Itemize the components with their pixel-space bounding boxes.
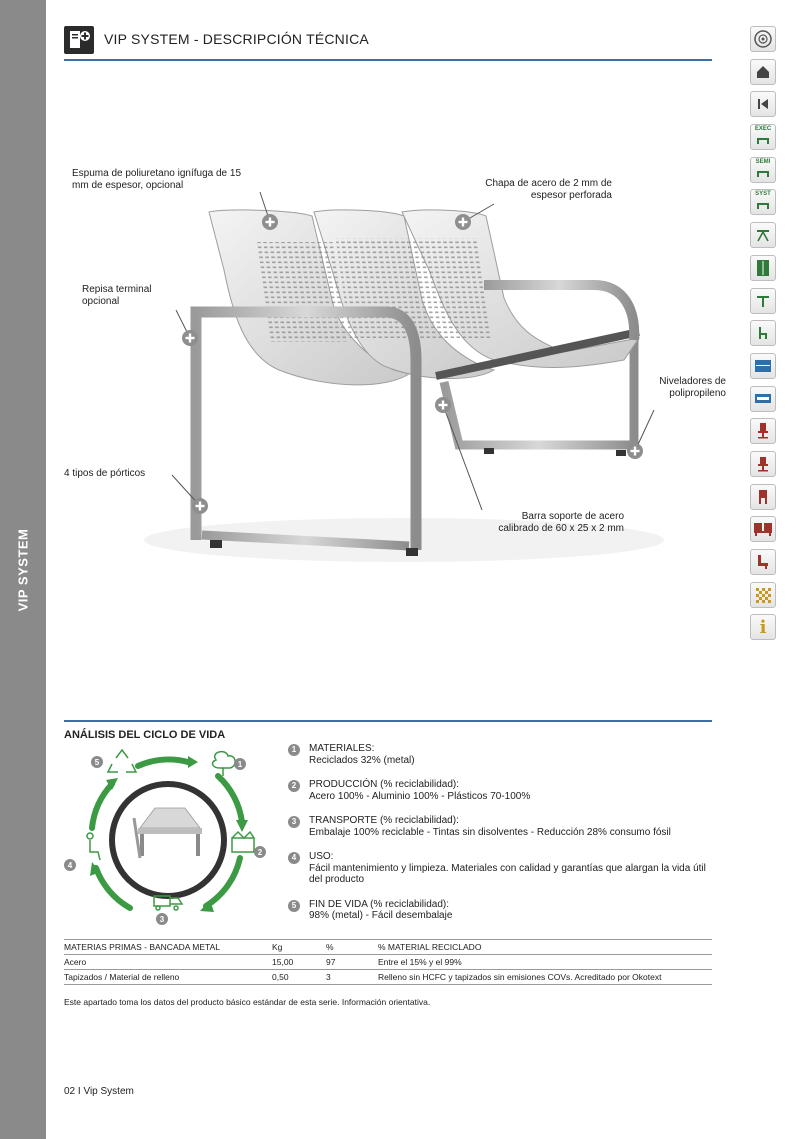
table-cell: Relleno sin HCFC y tapizados sin emisiones COVs. Acreditado por Okotext: [378, 970, 712, 985]
callout-foam: Espuma de poliuretano ignífuga de 15 mm de espesor, opcional: [72, 168, 242, 191]
section-rule: [64, 720, 712, 722]
table-header: % MATERIAL RECICLADO: [378, 940, 712, 955]
diagram-number-5: 5: [94, 758, 100, 767]
stage-production: [288, 779, 718, 802]
stage-number: 4: [288, 852, 300, 864]
diagram-number-4: 4: [67, 861, 73, 870]
materials-table: [64, 939, 712, 985]
stage-text: Fácil mantenimiento y limpieza. Materiales con calidad y garantías que alargan la vida útil del producto: [309, 862, 706, 885]
table-cell: 3: [326, 970, 378, 985]
table-icon[interactable]: [750, 288, 776, 314]
right-nav: [750, 26, 776, 647]
home-icon[interactable]: [750, 59, 776, 85]
meeting-chair-icon[interactable]: [750, 320, 776, 346]
task-chair-icon[interactable]: [750, 418, 776, 444]
bench-illustration: [64, 70, 724, 690]
table-header: MATERIAS PRIMAS - BANCADA METAL: [64, 940, 272, 955]
info-glyph: i: [759, 616, 767, 638]
stage-text: Acero 100% - Aluminio 100% - Plásticos 70-100%: [309, 790, 531, 802]
catalog-logo-icon[interactable]: [750, 26, 776, 52]
table-header-row: [64, 940, 712, 955]
stage-number: 3: [288, 816, 300, 828]
callout-levelers: Niveladores de polipropileno: [659, 376, 726, 399]
first-page-icon[interactable]: [750, 91, 776, 117]
callout-frames: 4 tipos de pórticos: [64, 468, 146, 479]
info-icon[interactable]: [750, 614, 776, 640]
section-title: ANÁLISIS DEL CICLO DE VIDA: [64, 729, 226, 741]
stage-use: [288, 851, 718, 886]
stage-text: Reciclados 32% (metal): [309, 754, 415, 766]
stage-title: USO:: [309, 851, 334, 862]
stage-materials: [288, 743, 718, 766]
finishes-icon[interactable]: [750, 582, 776, 608]
diagram-number-2: 2: [257, 848, 263, 857]
table-cell: 15,00: [272, 955, 326, 970]
page-title: VIP SYSTEM - DESCRIPCIÓN TÉCNICA: [104, 31, 369, 47]
table-cell: Entre el 15% y el 99%: [378, 955, 712, 970]
product-sheet-icon: [64, 26, 94, 54]
diagram-number-3: 3: [159, 915, 165, 924]
system-icon[interactable]: SYST: [750, 189, 776, 215]
stage-text: 98% (metal) - Fácil desembalaje: [309, 910, 453, 921]
stage-title: PRODUCCIÓN (% reciclabilidad):: [309, 779, 460, 790]
callout-shelf: Repisa terminal opcional: [82, 284, 152, 307]
stage-number: 2: [288, 780, 300, 792]
info-note: Este apartado toma los datos del producto básico estándar de esta serie. Información orientativa.: [64, 997, 431, 1007]
table-cell: 0,50: [272, 970, 326, 985]
table-header: Kg: [272, 940, 326, 955]
table-cell: Acero: [64, 955, 272, 970]
reception-icon[interactable]: [750, 386, 776, 412]
table-cell: Tapizados / Material de relleno: [64, 970, 272, 985]
table-base-icon[interactable]: [750, 222, 776, 248]
callout-bar: Barra soporte de acero calibrado de 60 x 25 x 2 mm: [498, 511, 624, 534]
table-row: [64, 970, 712, 985]
table-row: [64, 955, 712, 970]
auditorium-icon[interactable]: [750, 549, 776, 575]
product-figure: [64, 70, 724, 690]
lifecycle-stages: [288, 743, 718, 935]
bench-icon[interactable]: [750, 516, 776, 542]
side-band-label: VIP SYSTEM: [15, 528, 31, 612]
stage-title: MATERIALES:: [309, 743, 375, 754]
semi-icon[interactable]: SEMI: [750, 157, 776, 183]
page-footer: 02 I Vip System: [64, 1086, 134, 1097]
stage-title: FIN DE VIDA (% reciclabilidad):: [309, 898, 450, 910]
table-header: %: [326, 940, 378, 955]
table-cell: 97: [326, 955, 378, 970]
operative-chair-icon[interactable]: [750, 451, 776, 477]
stage-number: 5: [288, 900, 300, 912]
header-rule: [64, 59, 712, 61]
stage-title: TRANSPORTE (% reciclabilidad):: [309, 815, 459, 826]
stage-end-of-life: [288, 899, 718, 922]
stage-transport: [288, 815, 718, 838]
cabinet-icon[interactable]: [750, 255, 776, 281]
visitor-chair-icon[interactable]: [750, 484, 776, 510]
diagram-number-1: 1: [237, 760, 243, 769]
storage-icon[interactable]: [750, 353, 776, 379]
callout-plate: Chapa de acero de 2 mm de espesor perforada: [485, 178, 612, 201]
executive-icon[interactable]: EXEC: [750, 124, 776, 150]
lifecycle-diagram: [60, 748, 280, 928]
stage-number: 1: [288, 744, 300, 756]
stage-text: Embalaje 100% reciclable - Tintas sin disolventes - Reducción 28% consumo fósil: [309, 826, 671, 838]
side-band: [0, 0, 46, 1139]
